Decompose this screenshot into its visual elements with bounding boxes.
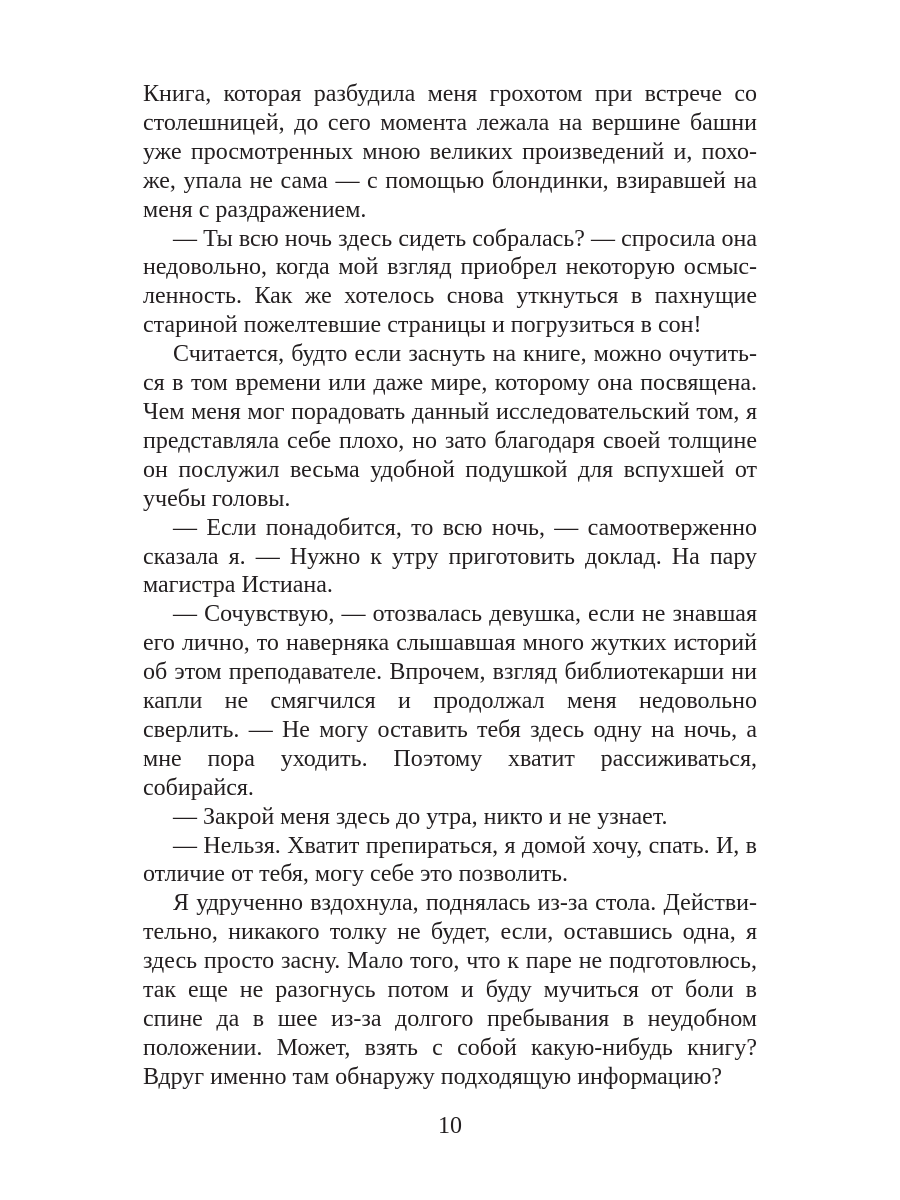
paragraph-6: — Закрой меня здесь до утра, никто и не узнает. <box>173 803 668 830</box>
page-number: 10 <box>438 1113 462 1139</box>
paragraph-2: — Ты всю ночь здесь сидеть собралась? — спросила она недовольно, когда мой взгляд приобрел некоторую осмысленность. Как же хотелось снова уткнуться в пахнущие стариной пожелтевшие страницы и погрузиться в сон! <box>143 225 757 339</box>
paragraph-8: Я удрученно вздохнула, поднялась из-за стола. Действительно, никакого толку не будет, если, оставшись одна, я здесь просто засну. Мало того, что к паре не подготовлюсь, так еще не разогнусь потом и буду мучиться от боли в спине да в шее из-за долгого пребывания в неудобном положении. Может, взять с собой какую-нибудь книгу? Вдруг именно там обнаружу подходящую информацию? <box>143 890 757 1090</box>
body-text <box>143 80 757 1092</box>
paragraph-3: Считается, будто если заснуть на книге, можно очутиться в том времени или даже мире, которому она посвящена. Чем меня мог порадовать данный исследовательский том, я представляла себе плохо, но зато благодаря своей толщине он послужил весьма удобной подушкой для вспухшей от учебы головы. <box>143 341 757 512</box>
paragraph-1: Книга, которая разбудила меня грохотом при встрече со столешницей, до сего момента лежала на вершине башни уже просмотренных мною великих произведений и, похоже, упала не сама — с помощью блондинки, взиравшей на меня с раздражением. <box>143 81 757 223</box>
paragraph-5: — Сочувствую, — отозвалась девушка, если не знавшая его лично, то наверняка слышавшая много жутких историй об этом преподавателе. Впрочем, взгляд библиотекарши ни капли не смягчился и продолжал меня недовольно сверлить. — Не могу оставить тебя здесь одну на ночь, а мне пора уходить. Поэтому хватит рассиживаться, собирайся. <box>143 601 757 801</box>
paragraph-7: — Нельзя. Хватит препираться, я домой хочу, спать. И, в отличие от тебя, могу себе это позволить. <box>143 832 757 888</box>
paragraph-4: — Если понадобится, то всю ночь, — самоотверженно сказала я. — Нужно к утру приготовить доклад. На пару магистра Истиана. <box>143 514 757 599</box>
